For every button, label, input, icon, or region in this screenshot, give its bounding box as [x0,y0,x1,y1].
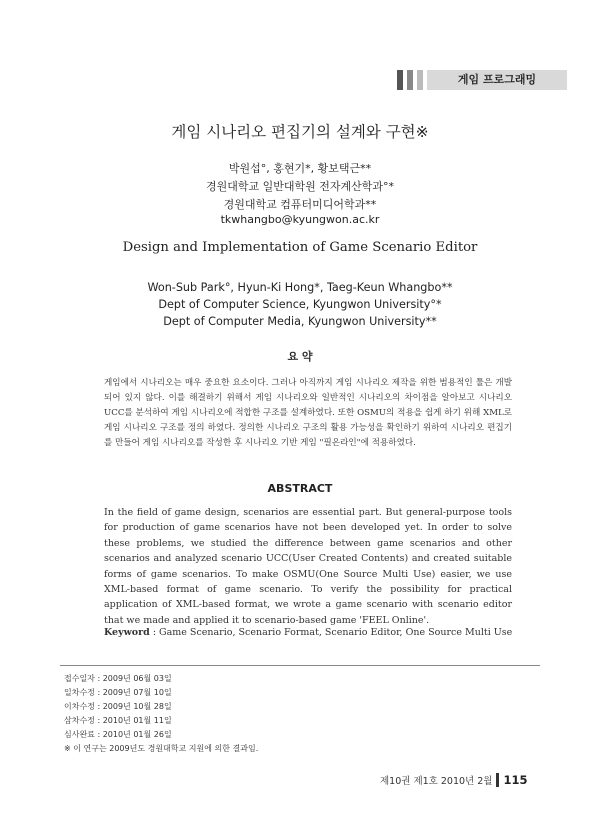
funding-note: ※ 이 연구는 2009년도 경원대학교 지원에 의한 결과임. [64,744,259,753]
submission-dates [64,672,258,756]
page-footer [380,773,528,787]
keywords-label: Keyword [104,627,150,638]
volume-info: 제10권 제1호 2010년 2월 [380,776,493,787]
footer-divider [496,773,499,787]
date-revision-2: 이차수정 : 2009년 10월 28일 [64,702,172,711]
divider [60,665,540,666]
english-affiliation-2: Dept of Computer Media, Kyungwon University** [163,315,437,328]
english-authors: Won-Sub Park°, Hyun-Ki Hong*, Taeg-Keun Whangbo** [147,281,453,294]
korean-abstract-text: 게임에서 시나리오는 매우 중요한 요소이다. 그러나 아직까지 게임 시나리오 제작을 위한 범용적인 툴은 개발되어 있지 않다. 이를 해결하기 위해서 게임 시나리오와 일반적인 시나리오의 차이점을 알아보고 시나리오 UCC를 분석하여 게임 시나리오에 적합한 구조를 설계하였다. 또한 OSMU의 적용을 쉽게 하기 위해 XML로 게임 시나리오 구조를 정의 하였다. 정의한 시나리오 구조의 활용 가능성을 확인하기 위하여 시나리오 편집기를 만들어 게임 시나리오를 작성한 후 시나리오 기반 게임 "필온라인"에 적용하였다. [104,378,512,448]
section-tag [397,70,567,90]
english-abstract-text: In the field of game design, scenarios are essential part. But general-purpose tools for production of game scenarios have not been developed yet. In order to solve these problems, we studied the difference between game scenarios and other scenarios and analyzed scenario UCC(User Created Contents) and created suitable forms of game scenarios. To make OSMU(One Source Multi Use) easier, we use XML-based format of game scenario. To verify the possibility for practical application of XML-based format, we wrote a game scenario with scenario editor that we made and applied it to scenario-based game 'FEEL Online'. [104,507,512,626]
keywords-text: : Game Scenario, Scenario Format, Scenario Editor, One Source Multi Use [152,627,513,638]
date-accepted: 심사완료 : 2010년 01월 26일 [64,730,172,739]
author-email: tkwhangbo@kyungwon.ac.kr [220,213,380,226]
section-tag-label: 게임 프로그래밍 [427,70,567,90]
english-abstract-heading: ABSTRACT [267,482,333,495]
page-number: 115 [503,773,528,787]
date-received: 접수일자 : 2009년 06월 03일 [64,674,172,683]
keywords [104,627,524,638]
english-affiliation-1: Dept of Computer Science, Kyungwon University°* [158,298,442,311]
date-revision-3: 삼차수정 : 2010년 01월 11일 [64,716,172,725]
korean-authors: 박원섭°, 홍현기*, 황보택근** [228,162,372,175]
korean-abstract-heading: 요 약 [287,350,313,363]
tag-bar-mid [407,70,413,90]
tag-bar-light [417,70,423,90]
korean-title: 게임 시나리오 편집기의 설계와 구현※ [171,123,429,141]
english-title: Design and Implementation of Game Scenario Editor [122,240,478,255]
korean-affiliation-1: 경원대학교 일반대학원 전자계산학과°* [205,180,394,193]
date-revision-1: 일차수정 : 2009년 07월 10일 [64,688,172,697]
tag-bar-dark [397,70,403,90]
korean-affiliation-2: 경원대학교 컴퓨터미디어학과** [223,198,377,211]
